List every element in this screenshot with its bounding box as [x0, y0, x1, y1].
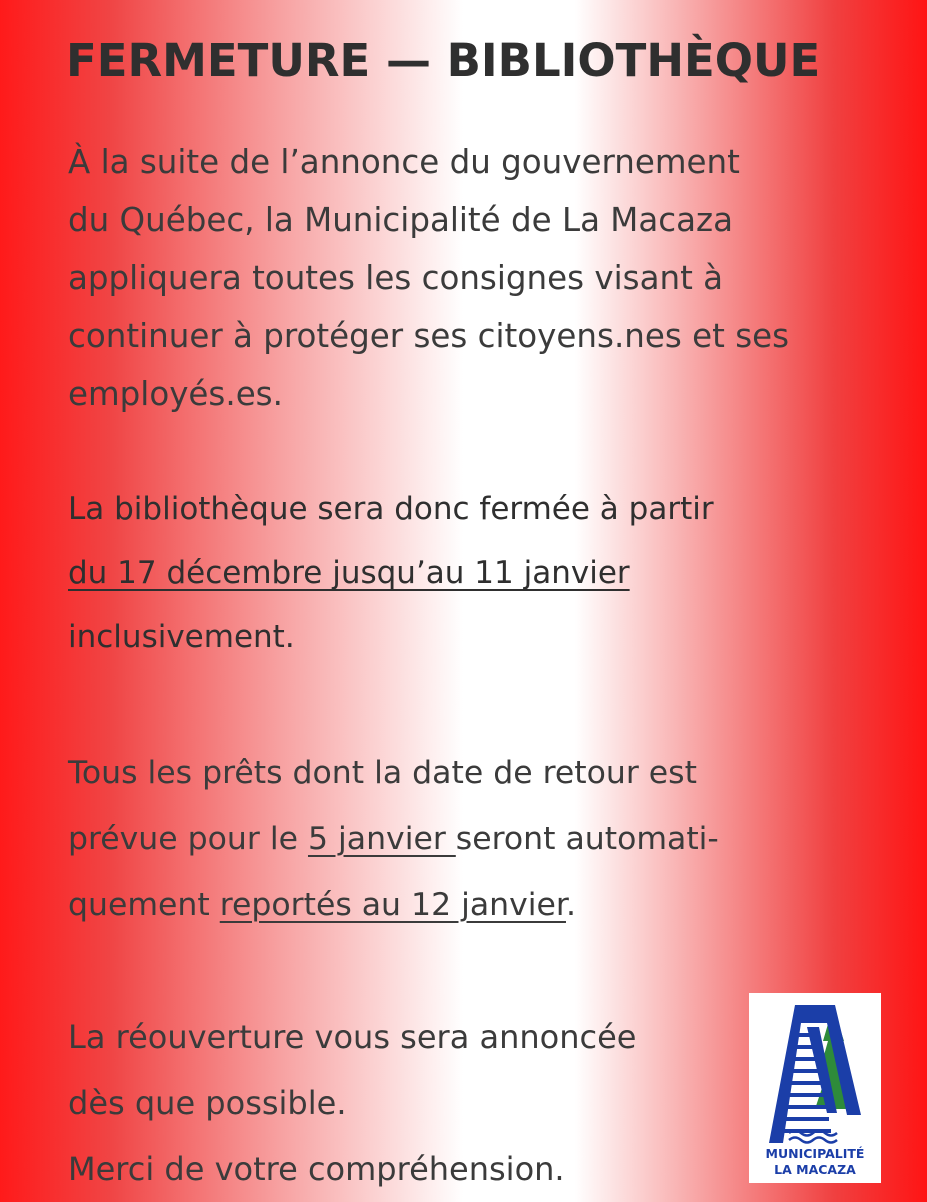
loans-line-2-end: seront automati- — [455, 821, 719, 857]
intro-line-3: appliquera toutes les consignes visant à — [68, 259, 724, 297]
reopening-line-2: dès que possible. — [68, 1084, 347, 1122]
intro-line-1: À la suite de l’annonce du gouvernement — [68, 143, 740, 181]
postponed-date: reportés au 12 janvier — [219, 887, 566, 923]
loans-paragraph — [68, 740, 719, 938]
reopening-line-1: La réouverture vous sera annoncée — [68, 1018, 637, 1056]
return-date: 5 janvier — [307, 821, 456, 857]
intro-paragraph — [68, 133, 789, 423]
loans-line-2-start: prévue pour le — [68, 821, 308, 857]
reopening-paragraph — [68, 1004, 636, 1202]
logo-frame — [769, 1005, 861, 1143]
municipality-logo — [749, 993, 881, 1183]
loans-line-3 — [68, 872, 719, 938]
loans-line-1: Tous les prêts dont la date de retour est — [68, 755, 697, 791]
closure-line-1: La bibliothèque sera donc fermée à partir — [68, 491, 714, 527]
intro-line-5: employés.es. — [68, 375, 283, 413]
intro-line-4: continuer à protéger ses citoyens.nes et ses — [68, 317, 790, 355]
closure-paragraph — [68, 477, 714, 669]
closure-dates: du 17 décembre jusqu’au 11 janvier — [68, 555, 630, 591]
intro-line-2: du Québec, la Municipalité de La Macaza — [68, 201, 734, 239]
closure-line-3: inclusivement. — [68, 619, 295, 655]
loans-line-2 — [68, 806, 719, 872]
loans-line-3-end: . — [565, 887, 576, 923]
logo-text-la-macaza: LA MACAZA — [774, 1162, 856, 1177]
page-title: FERMETURE — BIBLIOTHÈQUE — [66, 34, 821, 87]
logo-text-municipalite: MUNICIPALITÉ — [765, 1146, 865, 1161]
thanks-line: Merci de votre compréhension. — [68, 1150, 565, 1188]
loans-line-3-start: quement — [68, 887, 220, 923]
